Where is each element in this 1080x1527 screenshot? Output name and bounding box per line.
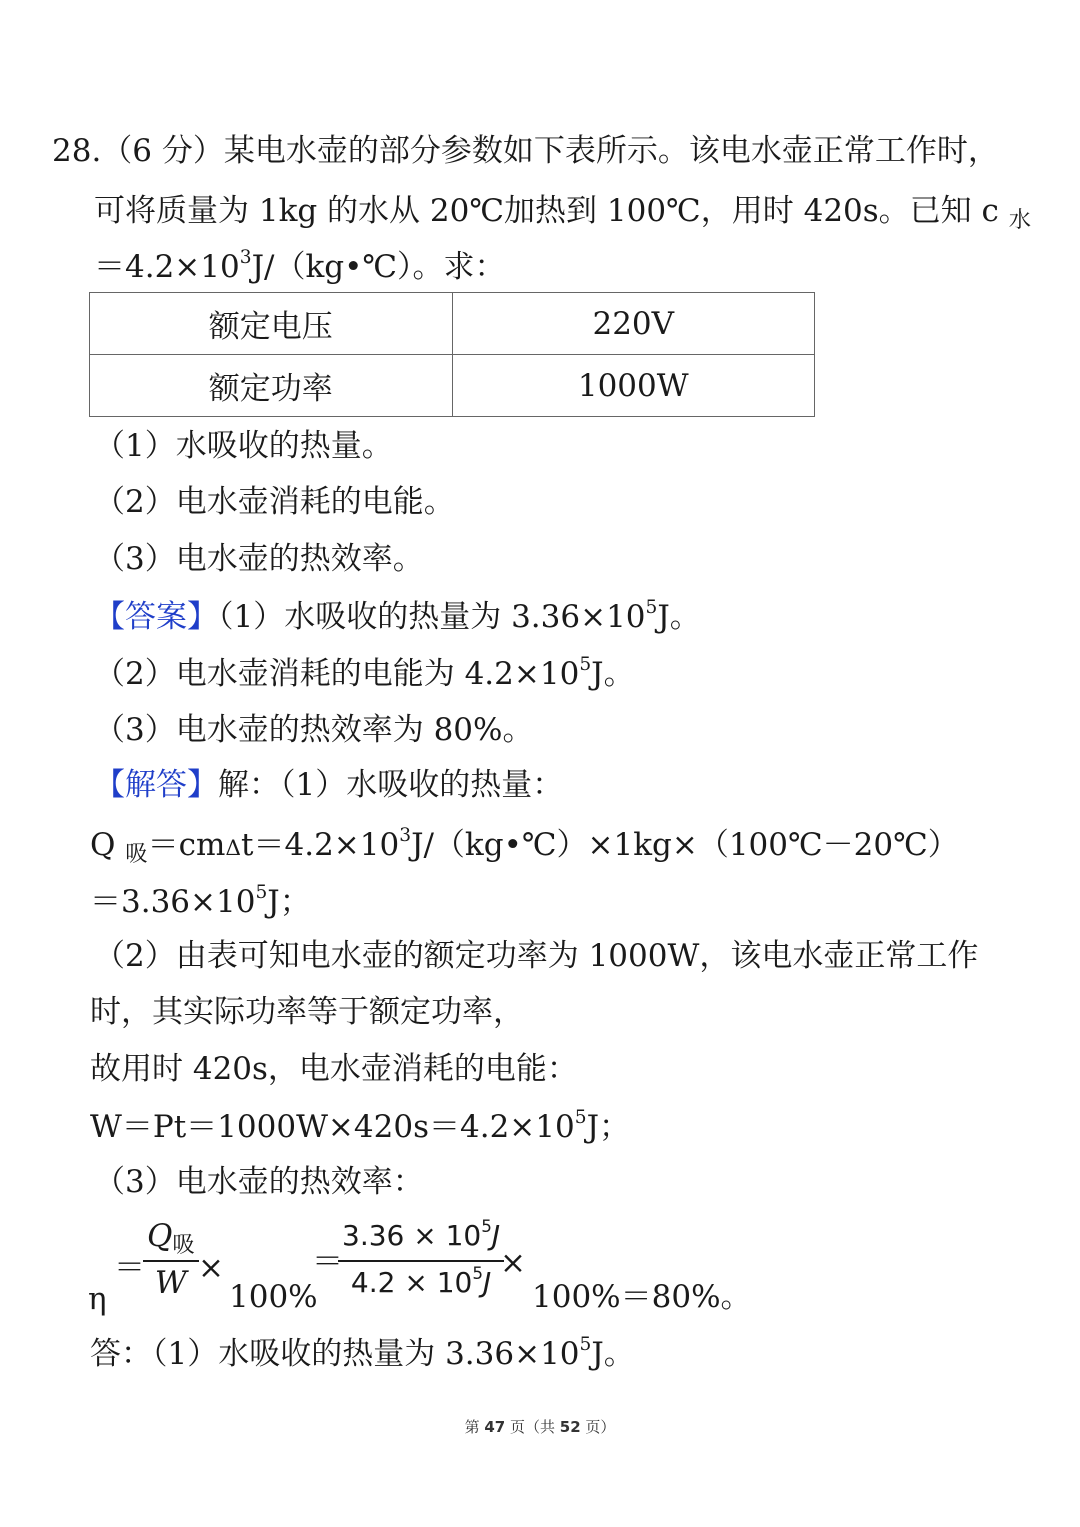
solution-line-1: 【解答】解：（1）水吸收的热量： xyxy=(94,767,564,803)
question-line-2: 可将质量为 1kg 的水从 20℃加热到 100℃，用时 420s。已知 c $_水$ xyxy=(94,193,1032,234)
percent-result: 100%＝80%。 xyxy=(532,1279,752,1315)
final-answer-line: 答：（1）水吸收的热量为 $3.36\times 10^5J$。 xyxy=(90,1334,635,1372)
question-line-1: 28.（6 分）某电水壶的部分参数如下表所示。该电水壶正常工作时， xyxy=(52,133,999,169)
table-cell-value: 220V xyxy=(452,293,815,355)
sub-question-1: （1）水吸收的热量。 xyxy=(94,428,393,464)
solution-line-s2-2: 时，其实际功率等于额定功率， xyxy=(90,994,524,1030)
sub-question-2: （2）电水壶消耗的电能。 xyxy=(94,484,455,520)
parameter-table xyxy=(89,292,815,417)
answer-line-1: 【答案】（1）水吸收的热量为 $3.36\times 10^5J$。 xyxy=(94,597,701,635)
solution-line-s2-3: 故用时 420s，电水壶消耗的电能： xyxy=(90,1051,578,1087)
eta-symbol: η xyxy=(88,1281,107,1317)
solution-line-s2-1: （2）由表可知电水壶的额定功率为 1000W，该电水壶正常工作 xyxy=(94,938,979,974)
solution-line-s3: （3）电水壶的热效率： xyxy=(94,1164,424,1200)
table-cell-value: 1000W xyxy=(452,355,815,417)
table-cell-label: 额定功率 xyxy=(90,355,453,417)
fraction-q-over-w: $Q_吸$ W xyxy=(143,1219,199,1300)
answer-tag: 【答案】 xyxy=(94,599,218,635)
answer-line-3: （3）电水壶的热效率为 80%。 xyxy=(94,712,534,748)
fraction-values: $\frac{3.36 \times 10^5J}{4.2 \times 10^5J}$ xyxy=(338,1219,504,1303)
times-sign-2: × xyxy=(500,1245,526,1281)
table-cell-label: 额定电压 xyxy=(90,293,453,355)
table-row xyxy=(90,293,815,355)
page-total: 52 xyxy=(559,1418,581,1436)
solution-energy-formula: $W=Pt=1000W\times 420s=4.2\times 10^5J$； xyxy=(90,1107,630,1145)
table-row xyxy=(90,355,815,417)
question-line-3: $=4.2\times 10^3J/(kg•℃)$。求： xyxy=(94,247,506,285)
solution-tag: 【解答】 xyxy=(94,767,218,803)
sub-question-3: （3）电水壶的热效率。 xyxy=(94,541,424,577)
page-footer: 第 47 页（共 52 页） xyxy=(464,1418,616,1436)
page-number: 47 xyxy=(484,1418,506,1436)
solution-heat-formula: Q $_吸=cm\Delta t=4.2\times 10^3J/(kg•℃)\times 1kg\times(100℃-20℃)$ xyxy=(90,825,959,868)
answer-line-2: （2）电水壶消耗的电能为 $4.2\times 10^5J$。 xyxy=(94,654,635,692)
times-sign-1: × xyxy=(198,1250,224,1286)
solution-heat-result: $=3.36\times 10^5J$； xyxy=(90,882,311,920)
equals-sign-1: ＝ xyxy=(114,1250,145,1286)
percent-1: 100% xyxy=(229,1279,318,1315)
equals-sign-2: ＝ xyxy=(312,1244,343,1280)
